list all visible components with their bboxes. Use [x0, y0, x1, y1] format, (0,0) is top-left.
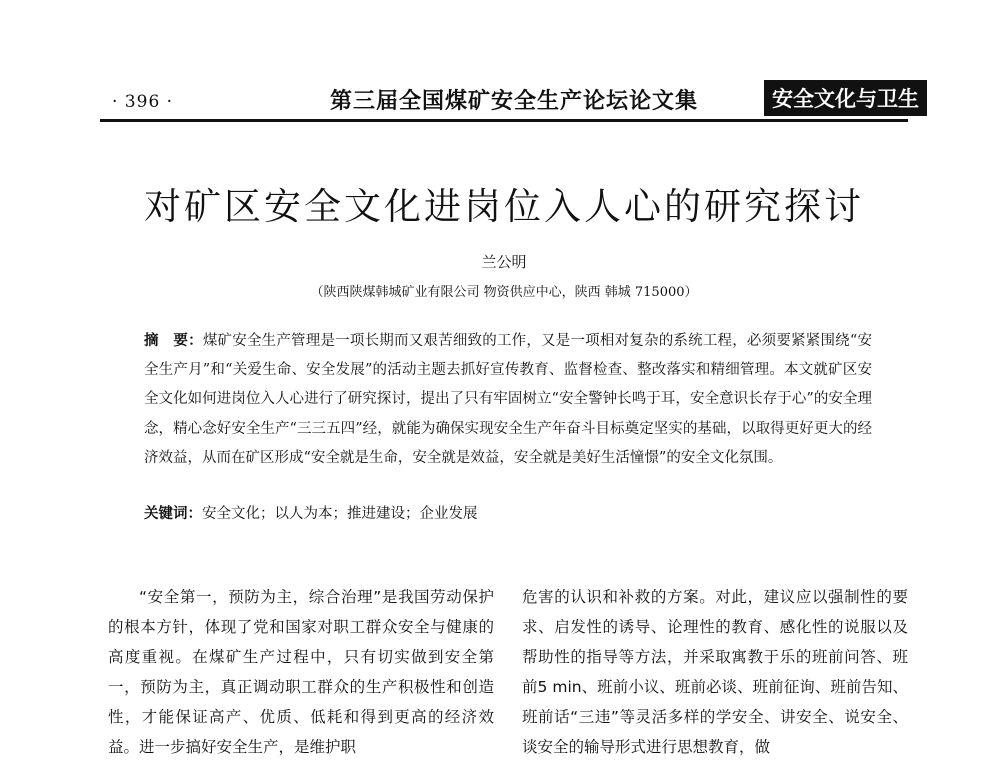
body-right-column: 危害的认识和补救的方案。对此，建议应以强制性的要求、启发性的诱导、论理性的教育、感化性的说服以及帮助性的指导等方法，并采取寓教于乐的班前问答、班前5 min、班前小议、班前必谈、班前征询、班前告知、班前话“三违”等灵活多样的学安全、讲安全、说安全、谈安全的输导形式进行思想教育，做	[522, 588, 908, 756]
keywords-label: 关键词：	[144, 506, 202, 522]
section-badge: 安全文化与卫生	[764, 80, 927, 116]
page-number: · 396 ·	[112, 92, 174, 112]
abstract-text: 煤矿安全生产管理是一项长期而又艰苦细致的工作，又是一项相对复杂的系统工程，必须要紧紧围绕“安全生产月”和“关爱生命、安全发展”的活动主题去抓好宣传教育、监督检查、整改落实和精细管理。本文就矿区安全文化如何进岗位入人心进行了研究探讨，提出了只有牢固树立“安全警钟长鸣于耳，安全意识长存于心”的安全理念，精心念好安全生产“三三五四”经，就能为确保实现安全生产年奋斗目标奠定坚实的基础，以取得更好更大的经济效益，从而在矿区形成“安全就是生命，安全就是效益，安全就是美好生活憧憬”的安全文化氛围。	[144, 333, 872, 466]
keywords-text: 安全文化；以人为本；推进建设；企业发展	[202, 506, 478, 522]
abstract-label: 摘 要：	[144, 333, 203, 349]
author-affiliation: （陕西陕煤韩城矿业有限公司 物资供应中心，陕西 韩城 715000）	[310, 285, 698, 300]
journal-title: 第三届全国煤矿安全生产论坛论文集	[330, 89, 699, 114]
abstract	[144, 327, 872, 473]
article-title: 对矿区安全文化进岗位入人心的研究探讨	[144, 185, 864, 228]
keywords	[144, 502, 872, 523]
header-rule	[100, 119, 908, 122]
body-left-column: “安全第一，预防为主，综合治理”是我国劳动保护的根本方针，体现了党和国家对职工群众安全与健康的高度重视。在煤矿生产过程中，只有切实做到安全第一，预防为主，真正调动职工群众的生产积极性和创造性，才能保证高产、优质、低耗和得到更高的经济效益。进一步搞好安全生产，是维护职	[108, 588, 494, 756]
article-author: 兰公明	[481, 253, 527, 271]
